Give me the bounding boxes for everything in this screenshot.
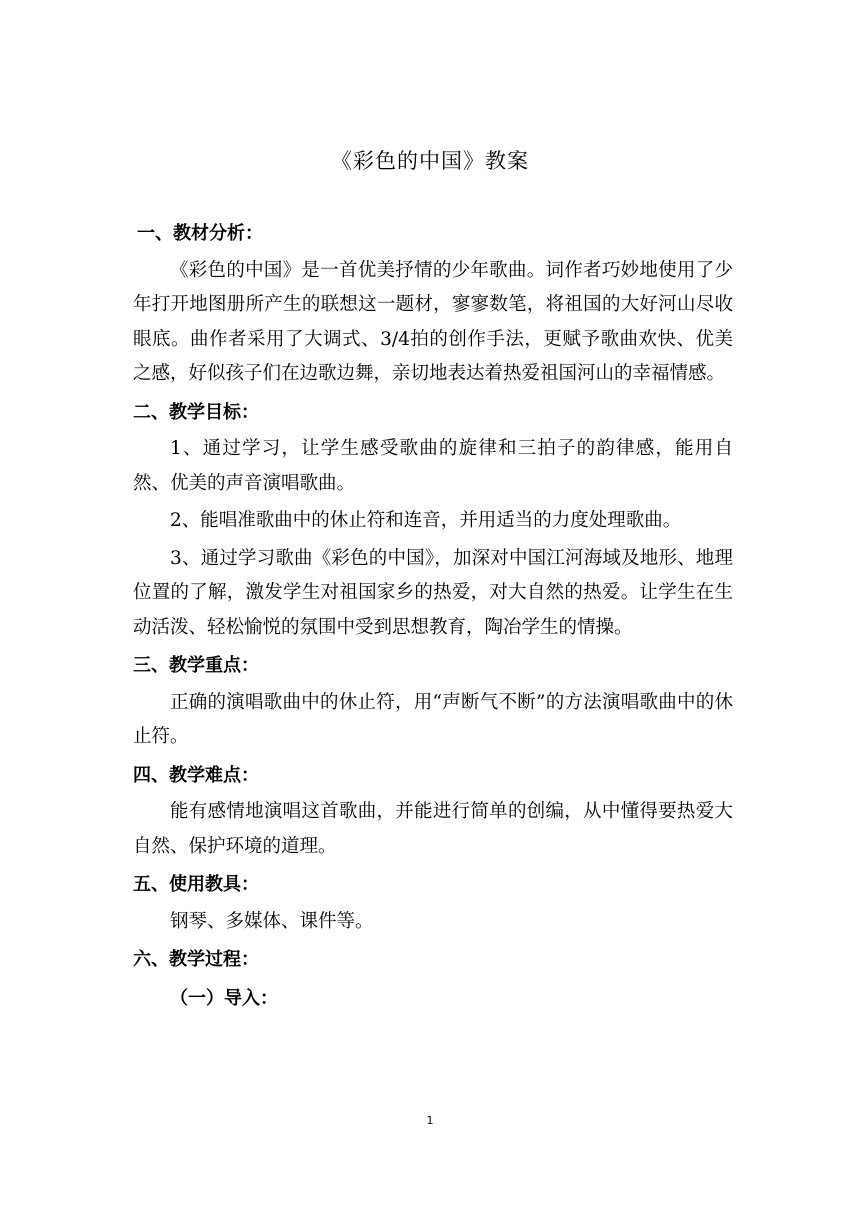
section-paragraph: 《彩色的中国》是一首优美抒情的少年歌曲。词作者巧妙地使用了少年打开地图册所产生的联想这一题材，寥寥数笔，将祖国的大好河山尽收眼底。曲作者采用了大调式、3/4拍的创作手法，更赋予歌曲欢快、优美之感，好似孩子们在边歌边舞，亲切地表达着热爱祖国河山的幸福情感。 [133,259,733,384]
section-heading: 五、使用教具： [133,874,259,895]
section-heading: 二、教学目标： [133,401,259,423]
section-heading: 四、教学难点： [133,764,259,786]
section-heading: 三、教学重点： [133,655,259,676]
section-paragraph: 正确的演唱歌曲中的休止符，用“声断气不断”的方法演唱歌曲中的休止符。 [133,691,733,747]
section-paragraph: 1、通过学习，让学生感受歌曲的旋律和三拍子的韵律感，能用自然、优美的声音演唱歌曲。 [133,438,733,494]
section-paragraph: 钢琴、多媒体、课件等。 [170,910,374,932]
section-heading: 六、教学过程： [133,949,259,970]
document-body [133,213,733,1016]
page-number: 1 [426,1114,434,1127]
document-title: 《彩色的中国》教案 [331,149,529,173]
section-paragraph: 3、通过学习歌曲《彩色的中国》，加深对中国江河海域及地形、地理位置的了解，激发学生对祖国家乡的热爱，对大自然的热爱。让学生在生动活泼、轻松愉悦的氛围中受到思想教育，陶冶学生的情操。 [133,547,733,638]
section-paragraph: 能有感情地演唱这首歌曲，并能进行简单的创编，从中懂得要热爱大自然、保护环境的道理。 [133,801,733,857]
section-paragraph: 2、能唱准歌曲中的休止符和连音，并用适当的力度处理歌曲。 [170,510,682,531]
section-heading: 一、教材分析： [137,223,263,244]
subsection-heading: （一）导入： [170,987,278,1009]
